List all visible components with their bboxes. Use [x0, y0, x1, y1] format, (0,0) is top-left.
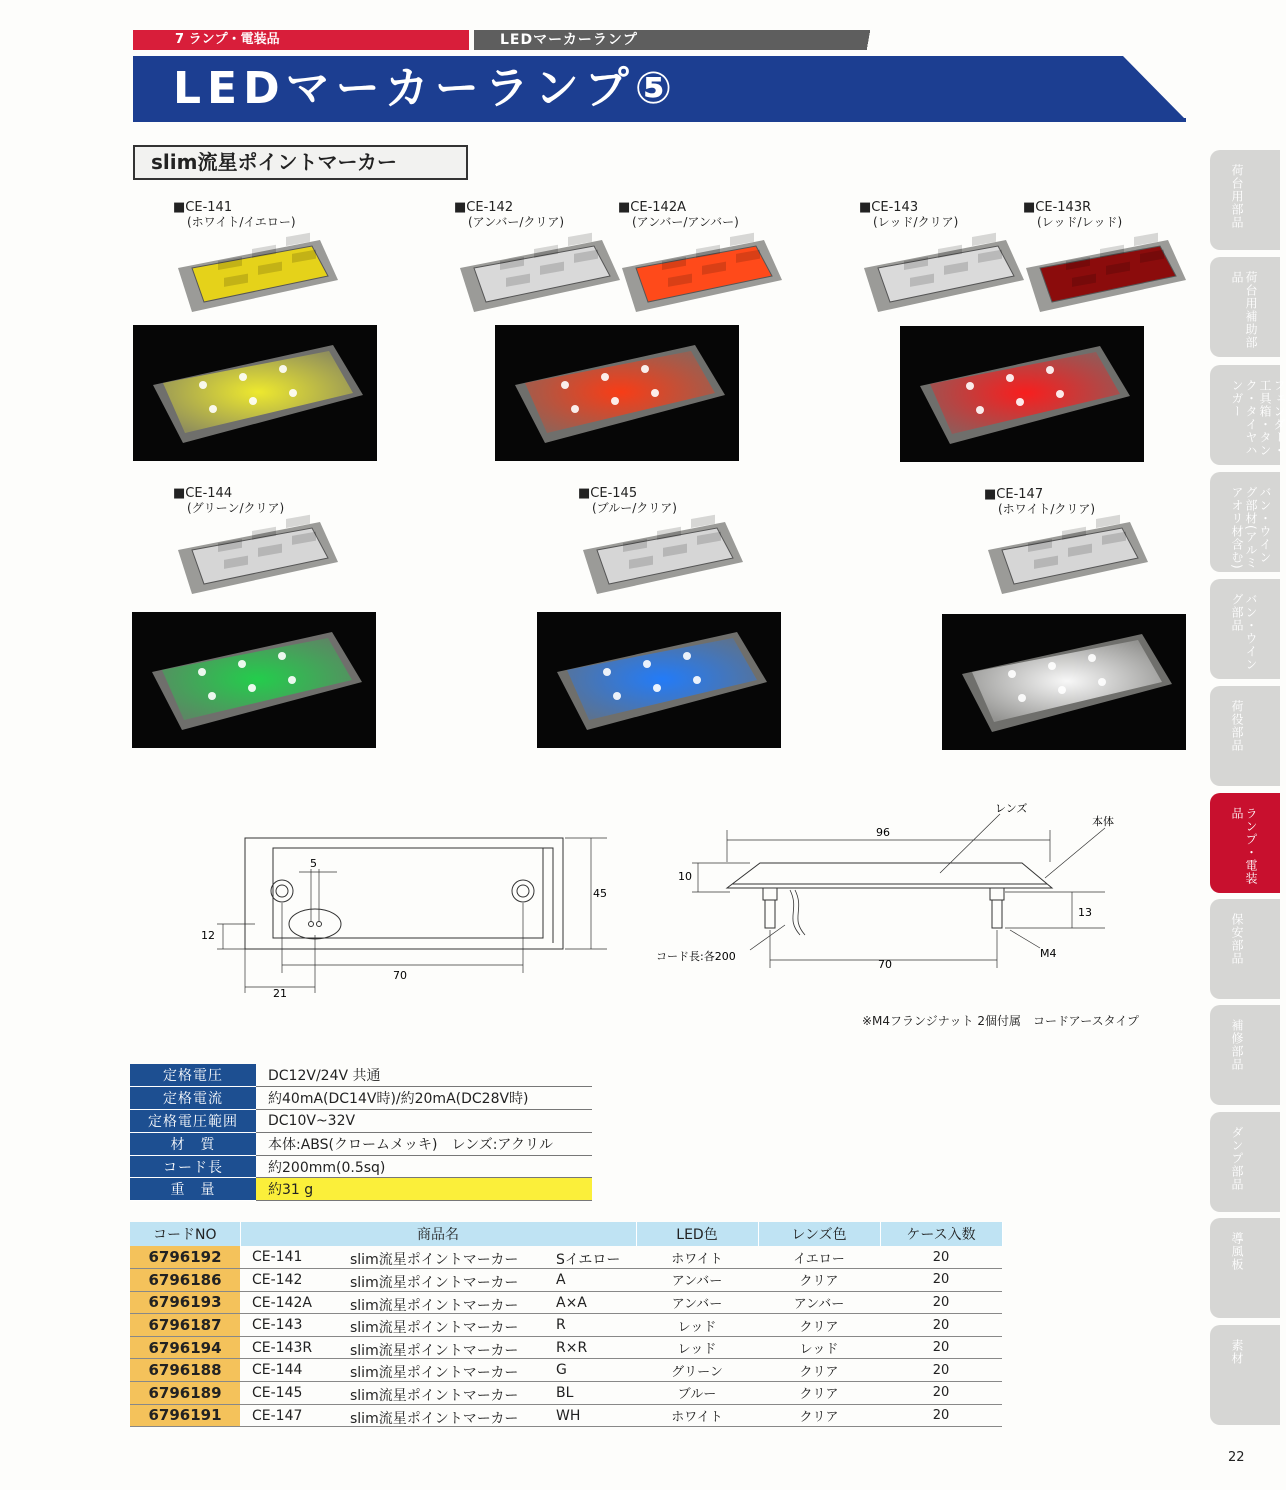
side-tab[interactable]	[1210, 472, 1280, 572]
led-point	[239, 373, 247, 381]
page-number: 22	[1228, 1450, 1245, 1465]
dim-96: 96	[876, 826, 890, 839]
front-view-diagram	[195, 825, 625, 1005]
led-point	[603, 668, 611, 676]
led-color: アンバー	[636, 1291, 758, 1314]
led-point	[199, 381, 207, 389]
variant: R×R	[556, 1339, 588, 1356]
lens-color: クリア	[758, 1314, 880, 1337]
led-color: グリーン	[636, 1359, 758, 1382]
lens-color: アンバー	[758, 1291, 880, 1314]
spec-value: 約40mA(DC14V時)/約20mA(DC28V時)	[256, 1087, 592, 1110]
led-color: ホワイト	[636, 1246, 758, 1269]
led-point	[198, 668, 206, 676]
table-row	[130, 1291, 1002, 1314]
lit-lamp-photo	[900, 326, 1144, 462]
lens-label: レンズ	[995, 802, 1028, 815]
led-point	[248, 684, 256, 692]
product-name-cell	[240, 1246, 636, 1269]
product-label	[1023, 200, 1122, 230]
led-color: ホワイト	[636, 1404, 758, 1427]
spec-row	[130, 1064, 592, 1087]
side-tab[interactable]	[1210, 793, 1280, 893]
side-tab-label: バン・ウイング部材(アルミアオリ材含む)	[1230, 486, 1272, 570]
lamp-thumbnail	[622, 240, 782, 320]
code-no: 6796189	[130, 1382, 240, 1405]
led-point	[601, 373, 609, 381]
led-point	[611, 397, 619, 405]
spec-value: DC12V/24V 共通	[256, 1064, 592, 1087]
series-name: slim流星ポイントマーカー	[350, 1388, 519, 1405]
led-point	[966, 382, 974, 390]
side-tab[interactable]	[1210, 1005, 1280, 1105]
led-point	[1048, 662, 1056, 670]
lamp-thumbnail	[178, 240, 338, 315]
case-qty: 20	[880, 1246, 1002, 1269]
product-name-cell	[240, 1382, 636, 1405]
led-point	[683, 652, 691, 660]
side-tab[interactable]	[1210, 1325, 1280, 1425]
table-row	[130, 1269, 1002, 1292]
spec-row	[130, 1132, 592, 1155]
code-no: 6796186	[130, 1269, 240, 1292]
col-header: ケース入数	[880, 1222, 1002, 1246]
led-point	[279, 365, 287, 373]
product-color: (アンバー/クリア)	[468, 215, 565, 229]
led-point	[288, 676, 296, 684]
code-no: 6796191	[130, 1404, 240, 1427]
series-name: slim流星ポイントマーカー	[350, 1320, 519, 1337]
product-color: (グリーン/クリア)	[187, 501, 285, 515]
product-label	[454, 200, 564, 230]
spec-key: 材 質	[130, 1132, 256, 1155]
side-tab-label: 素材	[1230, 1339, 1244, 1365]
led-color: レッド	[636, 1314, 758, 1337]
led-point	[278, 652, 286, 660]
side-tab-label: 荷台用補助部品	[1230, 271, 1258, 349]
model: CE-145	[252, 1385, 303, 1402]
product-label	[859, 200, 958, 230]
spec-key: 定格電圧範囲	[130, 1110, 256, 1133]
variant: WH	[556, 1407, 581, 1424]
product-code: ■ CE-142	[454, 200, 513, 215]
product-name-cell	[240, 1359, 636, 1382]
dim-70: 70	[878, 958, 892, 971]
col-header: レンズ色	[758, 1222, 880, 1246]
m4-label: M4	[1040, 947, 1057, 960]
spec-row	[130, 1178, 592, 1201]
product-code: ■ CE-147	[984, 487, 1043, 502]
spec-key: 定格電圧	[130, 1064, 256, 1087]
lens-color: クリア	[758, 1359, 880, 1382]
spec-row	[130, 1087, 592, 1110]
model: CE-142	[252, 1272, 303, 1289]
lit-lamp-photo	[942, 614, 1186, 749]
case-qty: 20	[880, 1336, 1002, 1359]
product-color: (ホワイト/イエロー)	[187, 215, 296, 229]
series-name: slim流星ポイントマーカー	[350, 1252, 519, 1268]
dim-45: 45	[593, 887, 607, 900]
product-name-cell	[240, 1314, 636, 1337]
case-qty: 20	[880, 1314, 1002, 1337]
side-tab[interactable]	[1210, 579, 1280, 679]
led-color: ブルー	[636, 1382, 758, 1405]
led-color: レッド	[636, 1336, 758, 1359]
variant: Sイエロー	[556, 1252, 621, 1268]
led-point	[1046, 366, 1054, 374]
product-color: (アンバー/アンバー)	[632, 215, 739, 229]
led-point	[1098, 678, 1106, 686]
side-view-diagram	[650, 800, 1130, 975]
product-code: ■ CE-143	[859, 200, 918, 215]
side-tab-label: フェンダー・工具箱・タンク・タイヤハンガー	[1230, 379, 1286, 457]
body-label: 本体	[1092, 815, 1114, 828]
led-point	[208, 692, 216, 700]
side-tab[interactable]	[1210, 1218, 1280, 1318]
variant: R	[556, 1317, 566, 1334]
product-label	[173, 486, 284, 516]
lamp-thumbnail	[1026, 240, 1186, 325]
product-label	[578, 486, 677, 516]
lamp-thumbnail	[583, 522, 743, 607]
lamp-thumbnail	[864, 240, 1024, 320]
variant: A×A	[556, 1294, 587, 1311]
model: CE-142A	[252, 1294, 312, 1311]
case-qty: 20	[880, 1382, 1002, 1405]
series-name: slim流星ポイントマーカー	[350, 1297, 519, 1314]
product-color: (レッド/クリア)	[873, 215, 959, 229]
spec-value: 本体:ABS(クロームメッキ) レンズ:アクリル	[256, 1132, 592, 1155]
dim-5: 5	[310, 857, 317, 870]
code-no: 6796194	[130, 1336, 240, 1359]
product-name-cell	[240, 1269, 636, 1292]
lit-lamp-photo	[132, 612, 375, 748]
led-point	[289, 389, 297, 397]
side-tab-label: バン・ウイング部品	[1230, 593, 1258, 671]
table-row	[130, 1404, 1002, 1427]
led-point	[641, 365, 649, 373]
led-point	[238, 660, 246, 668]
cord-length-label: コード長:各200	[656, 950, 736, 963]
code-no: 6796188	[130, 1359, 240, 1382]
led-point	[1006, 374, 1014, 382]
led-point	[653, 684, 661, 692]
model: CE-147	[252, 1407, 303, 1424]
product-label	[984, 487, 1095, 517]
case-qty: 20	[880, 1269, 1002, 1292]
product-label	[618, 200, 739, 230]
led-color: アンバー	[636, 1269, 758, 1292]
lamp-thumbnail	[178, 522, 338, 607]
led-point	[976, 406, 984, 414]
side-tab-label: 荷役部品	[1230, 700, 1244, 752]
series-name: slim流星ポイントマーカー	[350, 1275, 519, 1292]
product-table	[130, 1222, 1003, 1427]
spec-value: 約31 g	[256, 1178, 592, 1201]
product-color: (レッド/レッド)	[1037, 215, 1123, 229]
lit-lamp-photo	[133, 325, 376, 461]
table-row	[130, 1314, 1002, 1337]
category-label: 7 ランプ・電装品	[133, 30, 469, 50]
dim-12: 12	[201, 929, 215, 942]
product-label	[173, 200, 296, 230]
product-series-title: slim流星ポイントマーカー	[133, 145, 468, 180]
product-name-cell	[240, 1404, 636, 1427]
page-title: LEDマーカーランプ⑤	[173, 63, 678, 114]
side-tab[interactable]	[1210, 1112, 1280, 1212]
spec-value: 約200mm(0.5sq)	[256, 1155, 592, 1178]
table-row	[130, 1382, 1002, 1405]
lens-color: イエロー	[758, 1246, 880, 1269]
product-code: ■ CE-143R	[1023, 200, 1091, 215]
side-tab-label: 補修部品	[1230, 1019, 1244, 1071]
variant: A	[556, 1272, 566, 1289]
model: CE-143	[252, 1317, 303, 1334]
spec-table	[130, 1064, 592, 1201]
table-row	[130, 1246, 1002, 1269]
spec-key: 重 量	[130, 1178, 256, 1201]
side-tab-label: 荷台用部品	[1230, 164, 1244, 229]
product-code: ■ CE-142A	[618, 200, 686, 215]
dim-21: 21	[273, 987, 287, 1000]
side-tab[interactable]	[1210, 365, 1286, 465]
model: CE-144	[252, 1362, 303, 1379]
dim-13: 13	[1078, 906, 1092, 919]
table-row	[130, 1359, 1002, 1382]
led-point	[1058, 686, 1066, 694]
led-point	[1088, 654, 1096, 662]
code-no: 6796192	[130, 1246, 240, 1269]
led-point	[1056, 390, 1064, 398]
dim-10: 10	[678, 870, 692, 883]
side-tab[interactable]	[1210, 686, 1280, 786]
model: CE-143R	[252, 1339, 313, 1356]
product-color: (ブルー/クリア)	[592, 501, 677, 515]
product-name-cell	[240, 1291, 636, 1314]
code-no: 6796193	[130, 1291, 240, 1314]
led-point	[613, 692, 621, 700]
side-tab[interactable]	[1210, 150, 1280, 250]
case-qty: 20	[880, 1359, 1002, 1382]
variant: G	[556, 1362, 567, 1379]
led-point	[561, 381, 569, 389]
section-label: LEDマーカーランプ	[474, 30, 892, 50]
col-header: コードNO	[130, 1222, 240, 1246]
spec-key: 定格電流	[130, 1087, 256, 1110]
spec-row	[130, 1110, 592, 1133]
led-point	[1018, 694, 1026, 702]
series-name: slim流星ポイントマーカー	[350, 1410, 519, 1427]
product-code: ■ CE-145	[578, 486, 637, 501]
variant: BL	[556, 1385, 574, 1402]
lamp-thumbnail	[988, 522, 1148, 607]
spec-row	[130, 1155, 592, 1178]
product-code: ■ CE-144	[173, 486, 232, 501]
series-name: slim流星ポイントマーカー	[350, 1342, 519, 1359]
dim-70: 70	[393, 969, 407, 982]
col-header: 商品名	[240, 1222, 636, 1246]
lens-color: レッド	[758, 1336, 880, 1359]
series-name: slim流星ポイントマーカー	[350, 1365, 519, 1382]
lens-color: クリア	[758, 1404, 880, 1427]
accessory-note: ※M4フランジナット 2個付属 コードアースタイプ	[862, 1014, 1140, 1028]
lens-color: クリア	[758, 1382, 880, 1405]
side-tab[interactable]	[1210, 257, 1280, 357]
side-tab-label: 保安部品	[1230, 913, 1244, 965]
side-tab-label: 導風板	[1230, 1232, 1244, 1271]
case-qty: 20	[880, 1404, 1002, 1427]
lit-lamp-photo	[495, 325, 738, 461]
lens-color: クリア	[758, 1269, 880, 1292]
lit-lamp-photo	[537, 612, 781, 748]
side-tab-label: ダンプ部品	[1230, 1126, 1244, 1191]
case-qty: 20	[880, 1291, 1002, 1314]
product-code: ■ CE-141	[173, 200, 232, 215]
led-point	[651, 389, 659, 397]
code-no: 6796187	[130, 1314, 240, 1337]
led-point	[693, 676, 701, 684]
spec-value: DC10V~32V	[256, 1110, 592, 1133]
side-tab-label: ランプ・電装品	[1230, 807, 1258, 885]
side-tab[interactable]	[1210, 899, 1280, 999]
lamp-thumbnail	[460, 240, 620, 320]
led-point	[1008, 670, 1016, 678]
led-point	[643, 660, 651, 668]
title-banner	[133, 56, 1186, 122]
product-name-cell	[240, 1336, 636, 1359]
led-point	[209, 405, 217, 413]
col-header: LED色	[636, 1222, 758, 1246]
led-point	[571, 405, 579, 413]
table-row	[130, 1336, 1002, 1359]
spec-key: コード長	[130, 1155, 256, 1178]
product-color: (ホワイト/クリア)	[998, 502, 1096, 516]
model: CE-141	[252, 1249, 303, 1265]
led-point	[249, 397, 257, 405]
led-point	[1016, 398, 1024, 406]
